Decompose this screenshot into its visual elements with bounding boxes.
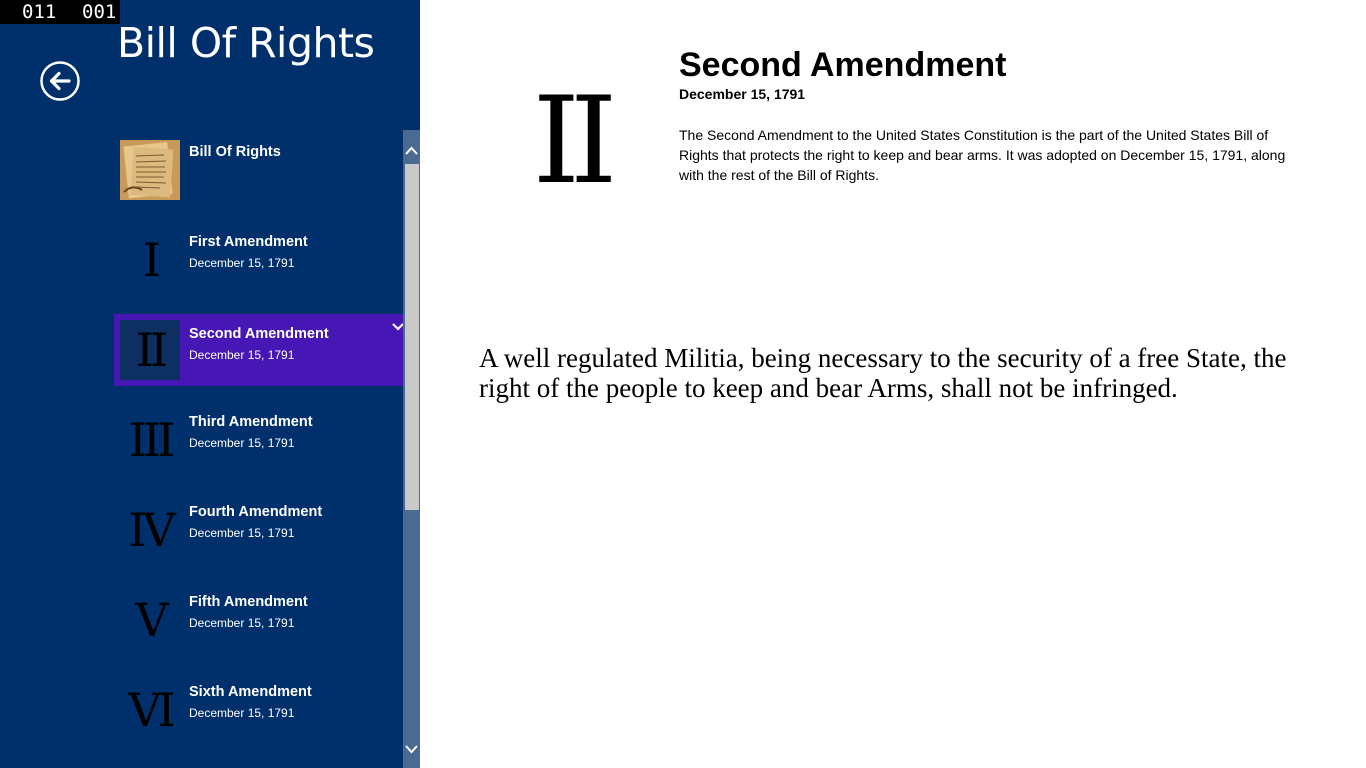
amendment-numeral-thumb [120,410,180,470]
list-item-fourth-amendment[interactable] [114,490,404,562]
list-item-date: December 15, 1791 [189,348,295,362]
list-item-sixth-amendment[interactable] [114,670,404,742]
list-item-title: First Amendment [189,234,308,250]
amendment-numeral-thumb [120,680,180,740]
roman-numeral: II [135,323,165,377]
list-item-bill-of-rights[interactable] [114,130,404,202]
list-item-title: Fifth Amendment [189,594,308,610]
amendment-text: A well regulated Militia, being necessary to the security of a free State, the right of the people to keep and bear Arms, shall not be infringed. [479,343,1287,403]
parchment-document-icon [120,140,180,200]
list-item-title: Third Amendment [189,414,313,430]
list-item-title: Second Amendment [189,326,329,342]
list-item-date: December 15, 1791 [189,706,295,720]
scroll-up-button[interactable] [403,140,420,162]
list-item-date: December 15, 1791 [189,526,295,540]
amendment-numeral-thumb [120,320,180,380]
chevron-up-icon [403,140,420,162]
list-item-title: Sixth Amendment [189,684,312,700]
chevron-down-icon [403,738,420,760]
list-item-date: December 15, 1791 [189,256,295,270]
roman-numeral: VI [128,683,172,737]
detail-pane [420,0,1366,768]
bill-of-rights-thumbnail [120,140,180,200]
sidebar [0,0,420,768]
roman-numeral: IV [128,503,172,557]
counter-left: 011 [22,1,57,23]
detail-date: December 15, 1791 [679,86,806,102]
roman-numeral: III [128,413,172,467]
roman-numeral: V [135,593,165,647]
detail-description: The Second Amendment to the United States Constitution is the part of the United States Bill of Rights that protects the right to keep and bear arms. It was adopted on December 15, 1791, along with the rest of the Bill of Rights. [679,127,1286,183]
amendment-numeral-thumb [120,590,180,650]
list-item-fifth-amendment[interactable] [114,580,404,652]
list-item-first-amendment[interactable] [114,220,404,292]
detail-title: Second Amendment [679,46,1007,84]
scrollbar-thumb[interactable] [405,164,419,510]
app-title: Bill Of Rights [117,19,375,67]
list-item-second-amendment[interactable] [114,314,404,386]
counter-overlay [0,0,120,24]
list-scrollbar[interactable] [403,130,420,768]
list-item-date: December 15, 1791 [189,436,295,450]
counter-right: 001 [82,1,117,23]
roman-numeral: I [142,233,158,287]
back-button[interactable] [40,61,80,101]
detail-roman-numeral: II [532,72,608,211]
amendment-list [114,130,404,768]
list-item-date: December 15, 1791 [189,616,295,630]
scroll-down-button[interactable] [403,738,420,760]
amendment-numeral-thumb [120,230,180,290]
amendment-numeral-thumb [120,500,180,560]
list-item-third-amendment[interactable] [114,400,404,472]
back-arrow-icon [40,61,80,101]
list-item-title: Bill Of Rights [189,144,281,160]
list-item-title: Fourth Amendment [189,504,323,520]
